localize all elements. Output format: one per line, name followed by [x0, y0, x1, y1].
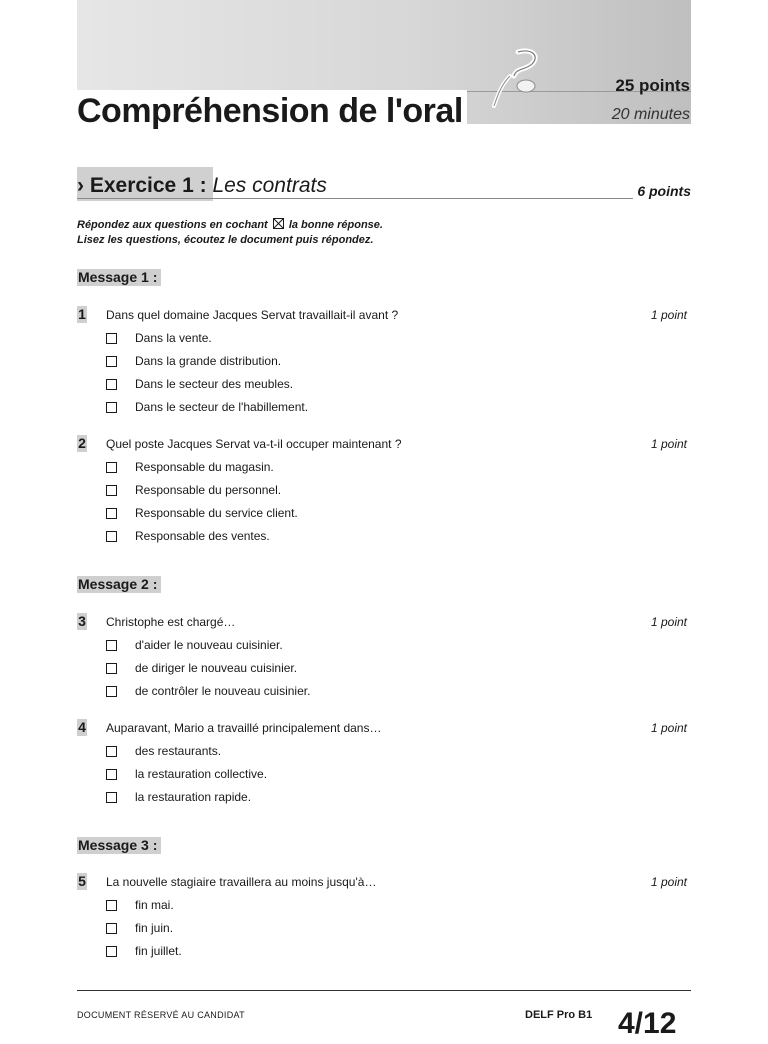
question-points: 1 point: [650, 875, 687, 889]
question-1: [77, 306, 687, 326]
total-points: 25 points: [615, 76, 690, 95]
exercise-rule: [77, 198, 633, 199]
option-text: Dans la vente.: [135, 331, 212, 345]
exercise-prefix: › Exercice 1 :: [77, 174, 207, 197]
exercise-header: [77, 167, 691, 201]
question-text: Dans quel domaine Jacques Servat travaillait-il avant ?: [106, 308, 399, 322]
checkbox[interactable]: [106, 640, 117, 651]
checkbox[interactable]: [106, 402, 117, 413]
option-text: Responsable du service client.: [135, 506, 298, 520]
option-text: fin juin.: [135, 921, 174, 935]
checkbox[interactable]: [106, 769, 117, 780]
question-text: Auparavant, Mario a travaillé principalement dans…: [106, 721, 382, 735]
instruction-part-1: Répondez aux questions en cochant: [77, 219, 268, 231]
exercise-name: Les contrats: [212, 174, 327, 197]
question-3: [77, 613, 687, 633]
footer-exam-name: DELF Pro B1: [525, 1009, 593, 1021]
checkbox[interactable]: [106, 686, 117, 697]
question-number: 2: [78, 435, 86, 451]
option-text: de contrôler le nouveau cuisinier.: [135, 684, 311, 698]
question-4: [77, 719, 687, 739]
question-number: 5: [78, 873, 86, 889]
footer-label: DOCUMENT RÉSERVÉ AU CANDIDAT: [77, 1010, 245, 1020]
option-text: de diriger le nouveau cuisinier.: [135, 661, 298, 675]
question-text: La nouvelle stagiaire travaillera au moins jusqu'à…: [106, 875, 377, 889]
checkbox[interactable]: [106, 531, 117, 542]
question-5: [77, 873, 687, 893]
question-number: 1: [78, 306, 86, 322]
question-points: 1 point: [650, 308, 687, 322]
option-text: fin mai.: [135, 898, 174, 912]
question-points: 1 point: [650, 615, 687, 629]
checked-box-icon: [273, 218, 284, 229]
question-2: [77, 435, 687, 455]
checkbox[interactable]: [106, 900, 117, 911]
option-text: Dans la grande distribution.: [135, 354, 282, 368]
checkbox[interactable]: [106, 379, 117, 390]
option-text: des restaurants.: [135, 744, 222, 758]
footer-rule: [77, 990, 691, 991]
option-text: d'aider le nouveau cuisinier.: [135, 638, 283, 652]
exercise-title: [77, 174, 327, 198]
option-text: Responsable du personnel.: [135, 483, 282, 497]
message-1-label: Message 1 :: [77, 269, 161, 286]
checkbox[interactable]: [106, 663, 117, 674]
instruction-part-2: la bonne réponse.: [288, 219, 383, 231]
checkbox[interactable]: [106, 946, 117, 957]
instruction-line-2: Lisez les questions, écoutez le document puis répondez.: [77, 234, 374, 246]
option-text: la restauration collective.: [135, 767, 268, 781]
checkbox[interactable]: [106, 792, 117, 803]
page-title: Compréhension de l'oral: [77, 90, 467, 132]
message-3-label: Message 3 :: [77, 837, 161, 854]
checkbox[interactable]: [106, 746, 117, 757]
checkbox[interactable]: [106, 333, 117, 344]
question-points: 1 point: [650, 721, 687, 735]
checkbox[interactable]: [106, 356, 117, 367]
checkbox[interactable]: [106, 508, 117, 519]
headphones-decoration-icon: [488, 46, 540, 112]
question-text: Quel poste Jacques Servat va-t-il occuper maintenant ?: [106, 437, 402, 451]
question-points: 1 point: [650, 437, 687, 451]
exercise-points: 6 points: [637, 183, 691, 199]
instructions: [77, 218, 383, 248]
question-text: Christophe est chargé…: [106, 615, 236, 629]
option-text: fin juillet.: [135, 944, 182, 958]
option-text: Responsable du magasin.: [135, 460, 274, 474]
checkbox[interactable]: [106, 462, 117, 473]
checkbox[interactable]: [106, 485, 117, 496]
option-text: Dans le secteur de l'habillement.: [135, 400, 309, 414]
option-text: Responsable des ventes.: [135, 529, 270, 543]
page-number: 4/12: [618, 1007, 677, 1040]
question-number: 3: [78, 613, 86, 629]
question-number: 4: [78, 719, 86, 735]
option-text: Dans le secteur des meubles.: [135, 377, 294, 391]
checkbox[interactable]: [106, 923, 117, 934]
option-text: la restauration rapide.: [135, 790, 252, 804]
duration: 20 minutes: [611, 106, 690, 123]
message-2-label: Message 2 :: [77, 576, 161, 593]
